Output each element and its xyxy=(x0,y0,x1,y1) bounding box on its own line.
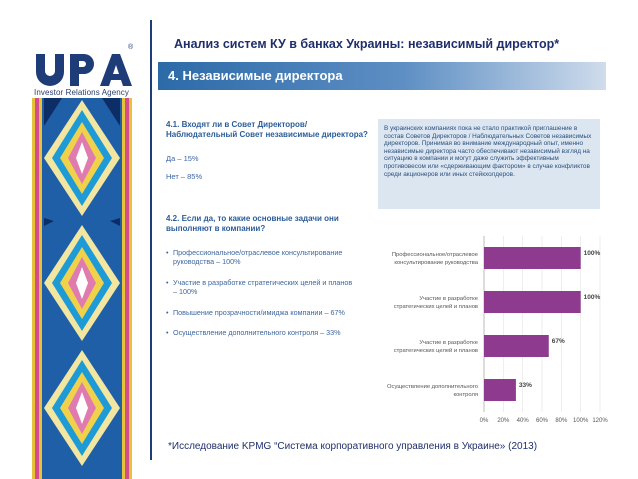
brand-panel xyxy=(0,0,152,479)
question-4-1: 4.1. Входят ли в Совет Директоров/Наблюдательный Совет независимые директора? xyxy=(166,120,368,139)
section-header xyxy=(158,62,606,90)
tasks-bar-chart xyxy=(358,232,606,427)
x-tick-label: 40% xyxy=(516,418,529,424)
bar-value-label: 33% xyxy=(518,382,532,389)
bar-value-label: 100% xyxy=(583,294,601,301)
category-label: Участие в разработке стратегических целей и планов xyxy=(393,296,478,310)
x-tick-label: 60% xyxy=(535,418,549,424)
bar xyxy=(484,291,581,313)
bar-value-label: 100% xyxy=(583,250,601,257)
registered-mark: ® xyxy=(128,44,134,51)
x-tick-label: 80% xyxy=(555,418,568,424)
category-label: Профессиональное/отраслевое консультирование руководства xyxy=(391,252,478,266)
agency-name: Investor Relations Agency xyxy=(34,88,129,97)
category-label: Участие в разработке стратегических целей и планов xyxy=(393,340,478,354)
answer-yes: Да – 15% xyxy=(166,154,199,163)
upa-logo-icon xyxy=(34,48,134,88)
ukrainian-embroidery-pattern xyxy=(32,98,132,479)
x-tick-label: 120% xyxy=(592,418,608,424)
task-item: • Осуществление дополнительного контроля – 33% xyxy=(173,328,363,337)
x-tick-label: 100% xyxy=(572,418,589,424)
category-label: Осуществление дополнительного контроля xyxy=(387,384,478,398)
question-4-2: 4.2. Если да, то какие основные задачи они выполняют в компании? xyxy=(166,214,339,233)
x-tick-label: 20% xyxy=(497,418,510,424)
info-box: В украинских компаниях пока не стало практикой приглашение в состав Советов Директоров / Наблюдательных Советов независимых директоров. Принимая во внимание международный опыт, именно независимые директора часто обеспечивают независимый взгляд на ситуацию в компании и могут даже служить эффективным противовесом или «сдерживающим фактором» в случае конфликтов среди акционеров или иных стейкхолдеров. xyxy=(378,119,600,209)
page-title: Анализ систем КУ в банках Украины: независимый директор* xyxy=(174,37,560,51)
kpmg-report-excerpt xyxy=(158,62,606,427)
bar xyxy=(484,379,516,401)
divider-line xyxy=(150,20,152,460)
task-item: • Участие в разработке стратегических целей и планов – 100% xyxy=(173,278,358,296)
answer-no: Нет – 85% xyxy=(166,172,203,181)
x-tick-label: 0% xyxy=(479,418,489,424)
bar xyxy=(484,247,581,269)
task-item: • Профессиональное/отраслевое консультирование руководства – 100% xyxy=(173,248,358,266)
footnote: *Исследование KPMG “Система корпоративного управления в Украине» (2013) xyxy=(168,441,538,452)
bar-value-label: 67% xyxy=(551,338,565,345)
bar xyxy=(484,335,549,357)
section-header-text: 4. Независимые директора xyxy=(168,68,343,83)
task-item: • Повышение прозрачности/имиджа компании – 67% xyxy=(173,308,363,317)
